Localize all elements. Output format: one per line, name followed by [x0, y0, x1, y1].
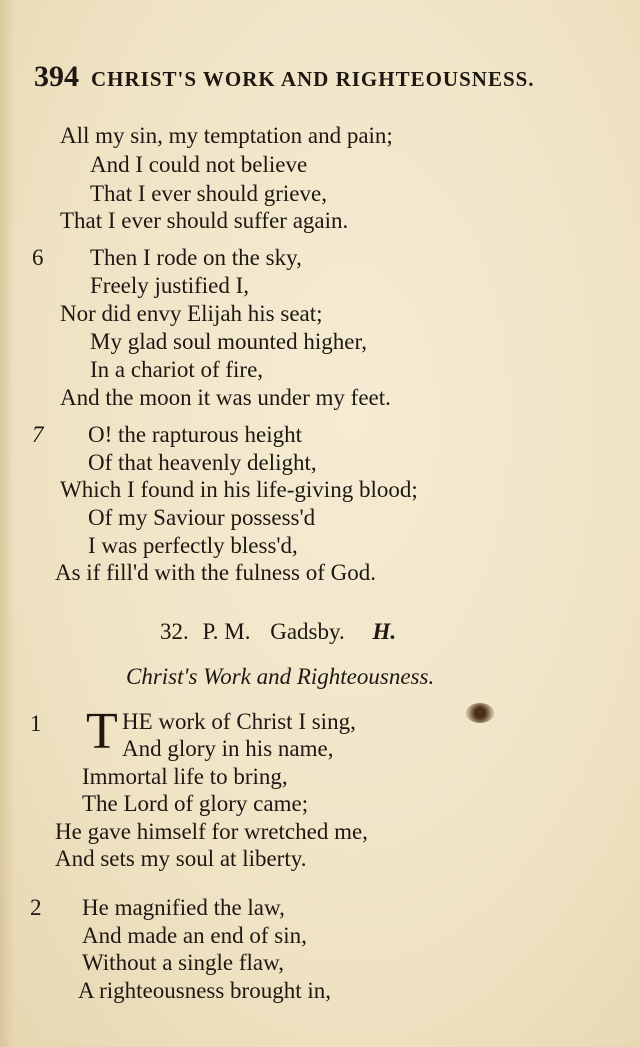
verse-line: Freely justified I,	[90, 273, 250, 298]
verse-line: And glory in his name,	[122, 736, 334, 761]
verse-number: 7	[32, 422, 44, 447]
hymn-tune: Gadsby.	[270, 619, 345, 644]
verse-line: In a chariot of fire,	[90, 357, 264, 382]
verse-line: That I ever should grieve,	[90, 181, 327, 206]
verse-line: And sets my soul at liberty.	[55, 846, 307, 871]
verse-line: Without a single flaw,	[82, 950, 284, 975]
verse-number: 2	[30, 895, 42, 920]
hymn-author: H.	[372, 619, 397, 644]
hymn-title: Christ's Work and Righteousness.	[126, 664, 435, 689]
verse-line: All my sin, my temptation and pain;	[60, 123, 393, 148]
page-number: 394	[34, 60, 79, 93]
verse-line: As if fill'd with the fulness of God.	[55, 560, 377, 585]
verse-line: He magnified the law,	[82, 895, 285, 920]
verse-line: And the moon it was under my feet.	[60, 385, 391, 410]
verse-line: Of my Saviour possess'd	[88, 505, 316, 530]
verse-line: HE work of Christ I sing,	[122, 709, 356, 734]
page-gutter-shadow	[0, 0, 14, 1047]
ink-blot	[466, 703, 494, 723]
verse-line: That I ever should suffer again.	[60, 208, 349, 233]
running-title: CHRIST'S WORK AND RIGHTEOUSNESS.	[91, 67, 535, 91]
page-header	[34, 60, 614, 100]
hymn-meter: P. M.	[202, 619, 251, 644]
verse-line: And I could not believe	[90, 152, 308, 177]
drop-cap: T	[86, 703, 118, 760]
verse-line: And made an end of sin,	[82, 923, 307, 948]
hymn-number: 32.	[160, 619, 189, 644]
verse-number: 6	[32, 245, 44, 270]
verse-line: Which I found in his life-giving blood;	[60, 477, 418, 502]
verse-line: Immortal life to bring,	[82, 764, 288, 789]
hymn-heading	[160, 617, 396, 647]
verse-line: O! the rapturous height	[88, 422, 302, 447]
verse-number: 1	[30, 711, 42, 736]
verse-line: I was perfectly bless'd,	[88, 533, 298, 558]
verse-line: The Lord of glory came;	[82, 791, 309, 816]
verse-line: He gave himself for wretched me,	[55, 819, 368, 844]
verse-line: Then I rode on the sky,	[90, 245, 302, 270]
verse-line: My glad soul mounted higher,	[90, 329, 367, 354]
verse-line: A righteousness brought in,	[78, 978, 331, 1003]
verse-line: Of that heavenly delight,	[88, 450, 317, 475]
verse-line: Nor did envy Elijah his seat;	[60, 301, 323, 326]
